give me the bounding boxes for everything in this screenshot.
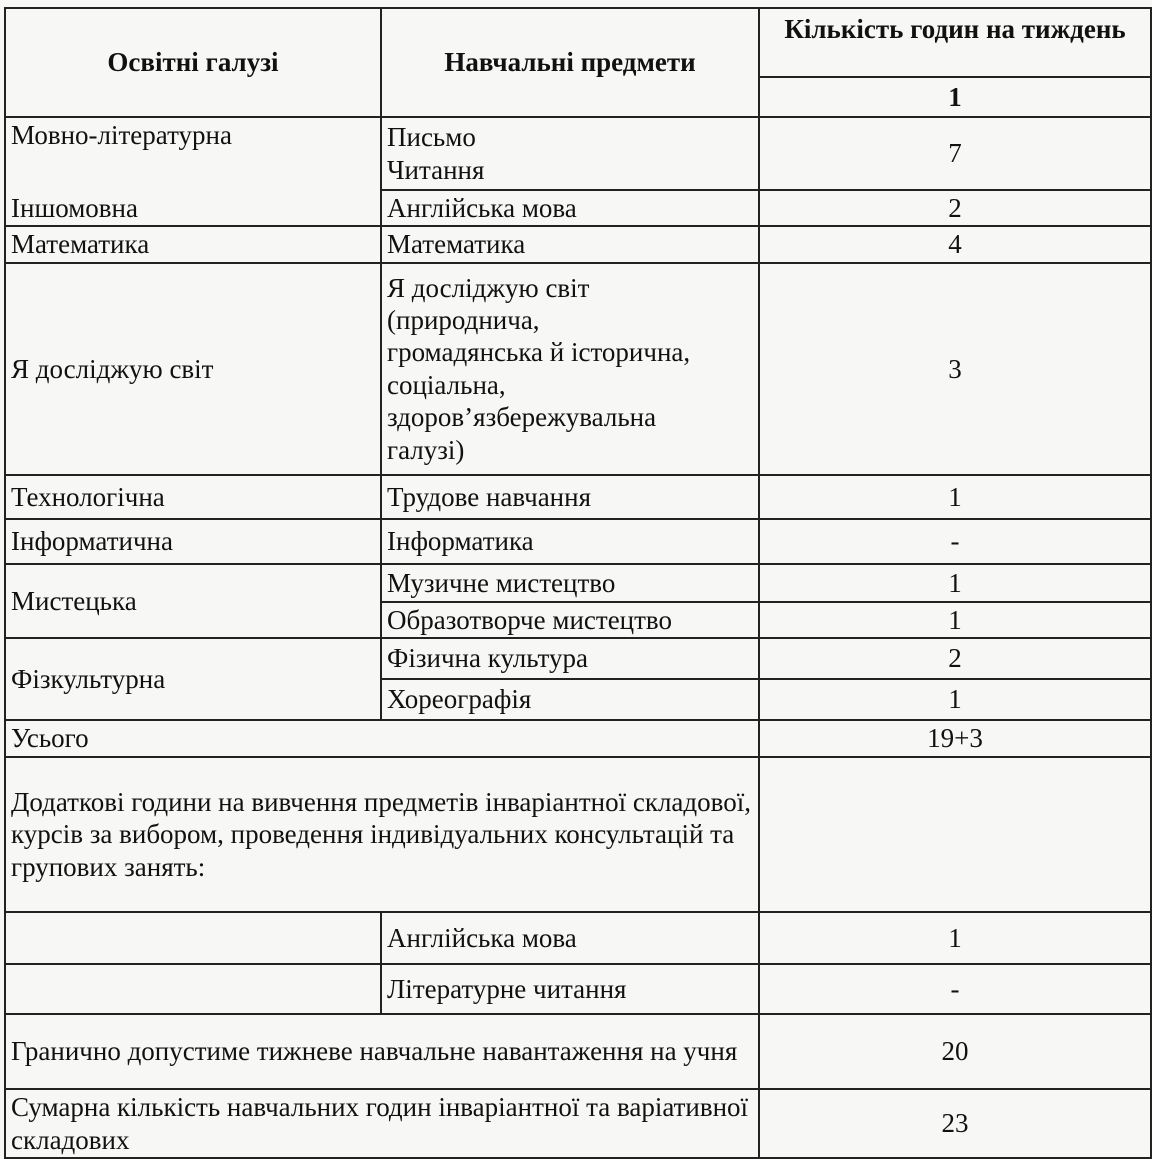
hours-english: 2 — [759, 190, 1151, 226]
subject-english: Англійська мова — [381, 190, 759, 226]
hours-explore: 3 — [759, 263, 1151, 475]
subject-writing: Письмо — [387, 122, 476, 153]
subject-music: Музичне мистецтво — [381, 564, 759, 602]
area-info: Інформатична — [5, 519, 381, 564]
subject-reading: Читання — [387, 154, 485, 185]
max-load-label: Гранично допустиме тижневе навчальне навантаження на учня — [5, 1014, 759, 1089]
subject-labor: Трудове навчання — [381, 475, 759, 519]
area-explore: Я досліджую світ — [5, 263, 381, 475]
hours-music: 1 — [759, 564, 1151, 602]
empty-area-cell — [5, 964, 381, 1014]
hours-math: 4 — [759, 226, 1151, 262]
subject-explore — [381, 263, 759, 475]
hours-pe: 2 — [759, 638, 1151, 679]
sum-hours-label: Сумарна кількість навчальних годин інваріантної та варіативної складових — [5, 1089, 759, 1158]
header-areas: Освітні галузі — [5, 8, 381, 117]
subject-explore-line: галузі) — [387, 434, 465, 465]
area-pe: Фізкультурна — [5, 638, 381, 720]
header-grade: 1 — [759, 77, 1151, 117]
additional-hours-english: 1 — [759, 912, 1151, 964]
subject-explore-line: соціальна, — [387, 369, 506, 400]
total-hours: 19+3 — [759, 720, 1151, 757]
area-art: Мистецька — [5, 564, 381, 638]
hours-labor: 1 — [759, 475, 1151, 519]
curriculum-table — [4, 7, 1152, 1159]
additional-subject-reading: Літературне читання — [381, 964, 759, 1014]
header-subjects: Навчальні предмети — [381, 8, 759, 117]
empty-area-cell — [5, 912, 381, 964]
subject-math: Математика — [381, 226, 759, 262]
additional-hours-label: Додаткові години на вивчення предметів інваріантної складової, курсів за вибором, проведення індивідуальних консультацій та групових занять: — [5, 757, 759, 912]
hours-choreography: 1 — [759, 679, 1151, 720]
header-hours: Кількість годин на тиждень — [759, 8, 1151, 77]
subject-informatics: Інформатика — [381, 519, 759, 564]
subject-explore-line: громадянська й історична, — [387, 337, 691, 368]
subject-choreography: Хореографія — [381, 679, 759, 720]
sum-hours-value: 23 — [759, 1089, 1151, 1158]
area-foreign: Іншомовна — [5, 190, 381, 226]
additional-subject-english: Англійська мова — [381, 912, 759, 964]
area-language: Мовно-літературна — [5, 117, 381, 190]
subject-pe: Фізична культура — [381, 638, 759, 679]
subject-explore-line: Я досліджую світ — [387, 272, 590, 303]
hours-informatics: - — [759, 519, 1151, 564]
max-load-hours: 20 — [759, 1014, 1151, 1089]
subject-explore-line: здоров’язбережувальна — [387, 402, 657, 433]
subject-writing-reading — [381, 117, 759, 190]
area-math: Математика — [5, 226, 381, 262]
hours-visual-art: 1 — [759, 602, 1151, 638]
subject-visual-art: Образотворче мистецтво — [381, 602, 759, 638]
subject-explore-line: (природнича, — [387, 305, 540, 335]
total-label: Усього — [5, 720, 759, 757]
additional-hours-empty — [759, 757, 1151, 912]
hours-language: 7 — [759, 117, 1151, 190]
area-tech: Технологічна — [5, 475, 381, 519]
additional-hours-reading: - — [759, 964, 1151, 1014]
